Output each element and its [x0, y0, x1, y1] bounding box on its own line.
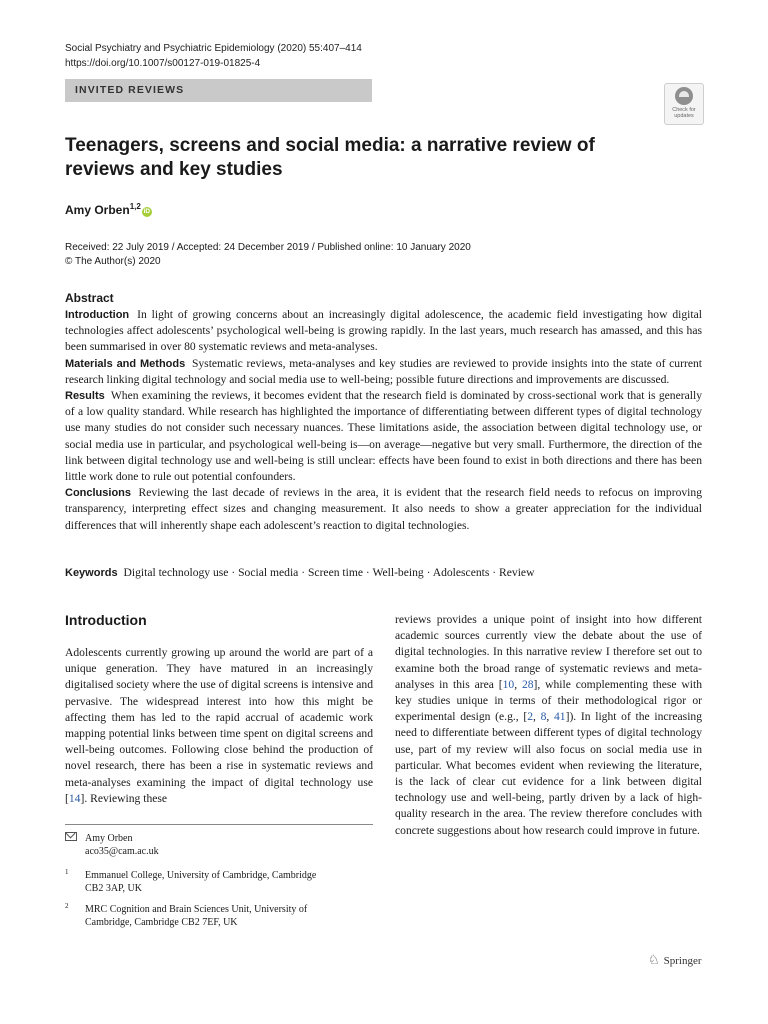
- publisher-logo: [648, 952, 702, 968]
- publisher-name: Springer: [663, 955, 702, 967]
- body-left-column: [65, 612, 373, 807]
- affiliation-number: 1: [65, 868, 69, 876]
- abstract-introduction: Introduction In light of growing concerns about an increasingly digital adolescence, the academic field investigating how digital technologies affect adolescents’ psychological well-being is growing rapidly. In the last years, much research has amassed, and this has been summarised in over 80 systematic reviews and meta-analyses.: [65, 308, 702, 354]
- contact-name: Amy Orben: [85, 833, 133, 844]
- journal-header: [65, 41, 362, 71]
- orcid-icon[interactable]: iD: [143, 208, 151, 215]
- section-label: INVITED REVIEWS: [75, 84, 185, 96]
- author-name[interactable]: Amy Orben: [65, 203, 130, 217]
- badge-text: Check for updates: [672, 107, 696, 119]
- contact-email[interactable]: aco35@cam.ac.uk: [85, 846, 159, 857]
- abstract-methods: Materials and Methods Systematic reviews, meta-analyses and key studies are reviewed to provide insights into the state of current research linking digital technology and social media use to well-being; possible future directions and improvements are discussed.: [65, 356, 702, 386]
- article-dates: [65, 241, 471, 269]
- citation-link[interactable]: 28: [521, 677, 534, 691]
- abstract-heading: Abstract: [65, 291, 114, 305]
- article-title: Teenagers, screens and social media: a narrative review of reviews and key studies: [65, 135, 595, 180]
- body-right-column: [395, 612, 702, 839]
- affiliation-text: Emmanuel College, University of Cambridge, Cambridge CB2 3AP, UK: [85, 870, 317, 894]
- section-banner: [65, 79, 372, 102]
- author-line: [65, 202, 152, 217]
- introduction-paragraph: Adolescents currently growing up around the world are part of a unique generation. They have matured in an increasingly digitalised society where the use of digital screens is intensive and pervasive. The widespread interest into how this might be affecting them has led to the rapid accrual of academic work mapping potential links between time spent on digital screens and well-being outcomes. Following close behind the production of novel research, there has been a rise in systematic reviews and meta-analyses examining the impact of digital technology use [14]. Reviewing these: [65, 646, 373, 805]
- keywords-label: Keywords: [65, 567, 118, 579]
- introduction-paragraph-continued: reviews provides a unique point of insight into how different academic sources currently view the debate about the use of digital technologies. In this narrative review I therefore set out to examine both the broad range of systematic reviews and meta-analyses in this area [10, 28], while complementing these with key studies unique in terms of their methodological rigor or experimental design (e.g., [2, 8, 41]). In light of the increasing need to differentiate between different types of digital technology use, part of my review will also focus on social media use in particular. What becomes evident when reviewing the literature, is the lack of clear cut evidence for a link between digital technology use and well-being, partly driven by a lack of high-quality research in the area. The review therefore concludes with concrete suggestions about how research could improve in future.: [395, 613, 703, 837]
- copyright: © The Author(s) 2020: [65, 256, 161, 267]
- affiliation-text: MRC Cognition and Brain Sciences Unit, University of Cambridge, Cambridge CB2 7EF, UK: [85, 904, 308, 928]
- journal-citation: Social Psychiatry and Psychiatric Epidemiology (2020) 55:407–414: [65, 43, 362, 54]
- keywords-list: Digital technology use · Social media · Screen time · Well-being · Adolescents · Review: [123, 566, 535, 579]
- citation-link[interactable]: 41: [553, 710, 566, 724]
- citation-link[interactable]: 8: [540, 710, 547, 724]
- envelope-icon: [65, 832, 77, 841]
- correspondence-note: [65, 832, 159, 857]
- keywords: [65, 566, 534, 579]
- abstract-conclusions: Conclusions Reviewing the last decade of reviews in the area, it is evident that the research field needs to refocus on improving transparency, interpreting effect sizes and changing measurement. It also needs to show a greater appreciation for the individual differences that will inherently shape each adolescent’s reaction to digital technologies.: [65, 486, 702, 532]
- affiliation-number: 2: [65, 902, 69, 910]
- footnote-divider: [65, 824, 373, 825]
- citation-link[interactable]: 2: [527, 710, 533, 724]
- author-affiliation-marks: 1,2: [129, 202, 141, 211]
- introduction-heading: Introduction: [65, 612, 147, 628]
- citation-link[interactable]: 10: [502, 677, 515, 691]
- abstract: [65, 291, 702, 534]
- doi-link[interactable]: https://doi.org/10.1007/s00127-019-01825-4: [65, 58, 261, 69]
- abstract-results: Results When examining the reviews, it becomes evident that the research field is dominated by cross-sectional work that is generally of a low quality standard. While research has highlighted the importance of differentiating between different types of digital technology use many studies do not consider such necessary nuances. These limitations aside, the association between digital technology use, or social media use in particular, and psychological well-being is—on average—negative but very small. Furthermore, the direction of the link between digital technology use and well-being is still unclear: effects have been found to exist in both directions and there has been little work done to rule out potential confounders.: [65, 389, 702, 484]
- citation-link[interactable]: 14: [68, 791, 81, 805]
- crossmark-icon: [675, 87, 693, 105]
- check-for-updates-badge[interactable]: [664, 83, 704, 125]
- springer-horse-icon: ♘: [648, 952, 660, 967]
- history-dates: Received: 22 July 2019 / Accepted: 24 December 2019 / Published online: 10 January 2020: [65, 242, 471, 253]
